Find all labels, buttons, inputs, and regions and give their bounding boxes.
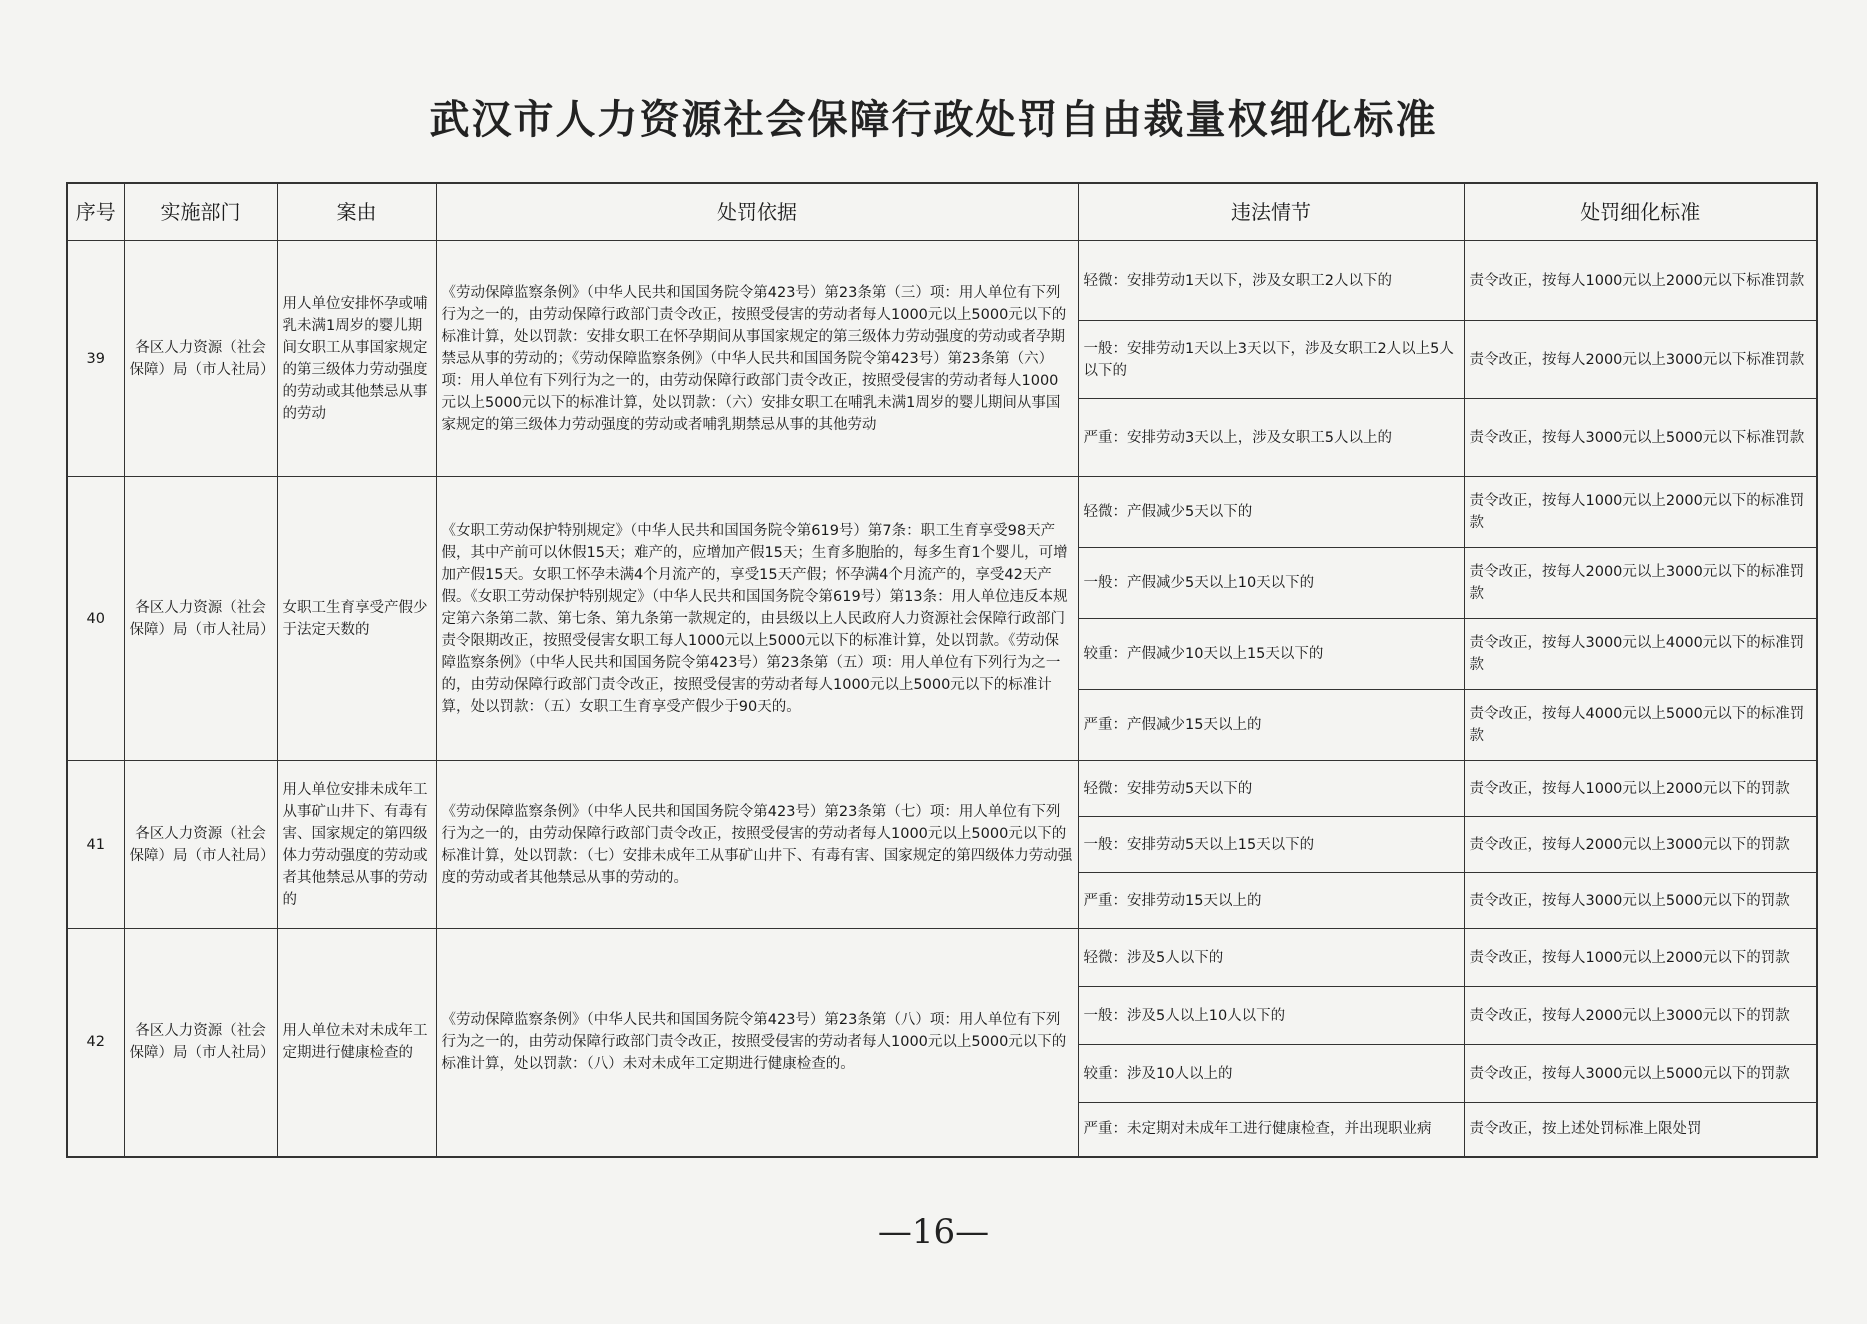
row-standard: 责令改正，按每人1000元以上2000元以下标准罚款 <box>1464 241 1817 321</box>
header-standard: 处罚细化标准 <box>1464 183 1817 241</box>
row-standard: 责令改正，按上述处罚标准上限处罚 <box>1464 1103 1817 1157</box>
table-row <box>67 477 1817 548</box>
row-plot: 较重：涉及10人以上的 <box>1078 1045 1464 1103</box>
row-plot: 一般：产假减少5天以上10天以下的 <box>1078 548 1464 619</box>
header-plot: 违法情节 <box>1078 183 1464 241</box>
row-plot: 较重：产假减少10天以上15天以下的 <box>1078 619 1464 690</box>
table-row <box>67 929 1817 987</box>
row-plot: 严重：产假减少15天以上的 <box>1078 690 1464 761</box>
page-title: 武汉市人力资源社会保障行政处罚自由裁量权细化标准 <box>429 96 1438 143</box>
row-dept: 各区人力资源（社会保障）局（市人社局） <box>124 241 277 477</box>
row-no: 42 <box>67 929 124 1157</box>
row-cause: 用人单位安排未成年工从事矿山井下、有毒有害、国家规定的第四级体力劳动强度的劳动或者其他禁忌从事的劳动的 <box>277 761 436 929</box>
row-dept: 各区人力资源（社会保障）局（市人社局） <box>124 477 277 761</box>
row-plot: 轻微：产假减少5天以下的 <box>1078 477 1464 548</box>
row-basis: 《女职工劳动保护特别规定》（中华人民共和国国务院令第619号）第7条：职工生育享受98天产假，其中产前可以休假15天；难产的，应增加产假15天；生育多胞胎的，每多生育1个婴儿，可增加产假15天。女职工怀孕未满4个月流产的，享受15天产假；怀孕满4个月流产的，享受42天产假。《女职工劳动保护特别规定》（中华人民共和国国务院令第619号）第13条：用人单位违反本规定第六条第二款、第七条、第九条第一款规定的，由县级以上人民政府人力资源社会保障行政部门责令限期改正，按照受侵害女职工每人1000元以上5000元以下的标准计算，处以罚款。《劳动保障监察条例》（中华人民共和国国务院令第423号）第23条第（五）项：用人单位有下列行为之一的，由劳动保障行政部门责令改正，按照受侵害的劳动者每人1000元以上5000元以下的标准计算，处以罚款：（五）女职工生育享受产假少于90天的。 <box>436 477 1078 761</box>
row-plot: 一般：安排劳动5天以上15天以下的 <box>1078 817 1464 873</box>
row-cause: 用人单位未对未成年工定期进行健康检查的 <box>277 929 436 1157</box>
row-standard: 责令改正，按每人2000元以上3000元以下标准罚款 <box>1464 321 1817 399</box>
row-plot: 轻微：涉及5人以下的 <box>1078 929 1464 987</box>
row-plot: 轻微：安排劳动1天以下，涉及女职工2人以下的 <box>1078 241 1464 321</box>
table-row <box>67 241 1817 321</box>
row-dept: 各区人力资源（社会保障）局（市人社局） <box>124 761 277 929</box>
header-no: 序号 <box>67 183 124 241</box>
row-standard: 责令改正，按每人3000元以上5000元以下标准罚款 <box>1464 399 1817 477</box>
row-cause: 女职工生育享受产假少于法定天数的 <box>277 477 436 761</box>
row-basis: 《劳动保障监察条例》（中华人民共和国国务院令第423号）第23条第（三）项：用人单位有下列行为之一的，由劳动保障行政部门责令改正，按照受侵害的劳动者每人1000元以上5000元以下的标准计算，处以罚款：安排女职工在怀孕期间从事国家规定的第三级体力劳动强度的劳动或者孕期禁忌从事的劳动的；《劳动保障监察条例》（中华人民共和国国务院令第423号）第23条第（六）项：用人单位有下列行为之一的，由劳动保障行政部门责令改正，按照受侵害的劳动者每人1000元以上5000元以下的标准计算，处以罚款：（六）安排女职工在哺乳未满1周岁的婴儿期间从事国家规定的第三级体力劳动强度的劳动或者哺乳期禁忌从事的其他劳动 <box>436 241 1078 477</box>
row-standard: 责令改正，按每人1000元以上2000元以下的罚款 <box>1464 929 1817 987</box>
row-plot: 严重：未定期对未成年工进行健康检查，并出现职业病 <box>1078 1103 1464 1157</box>
row-no: 39 <box>67 241 124 477</box>
row-standard: 责令改正，按每人2000元以上3000元以下的罚款 <box>1464 987 1817 1045</box>
row-plot: 一般：安排劳动1天以上3天以下，涉及女职工2人以上5人以下的 <box>1078 321 1464 399</box>
row-dept: 各区人力资源（社会保障）局（市人社局） <box>124 929 277 1157</box>
row-standard: 责令改正，按每人1000元以上2000元以下的标准罚款 <box>1464 477 1817 548</box>
row-no: 41 <box>67 761 124 929</box>
page-number: —16— <box>877 1212 990 1252</box>
header-dept: 实施部门 <box>124 183 277 241</box>
row-standard: 责令改正，按每人2000元以上3000元以下的标准罚款 <box>1464 548 1817 619</box>
row-standard: 责令改正，按每人3000元以上4000元以下的标准罚款 <box>1464 619 1817 690</box>
row-no: 40 <box>67 477 124 761</box>
row-cause: 用人单位安排怀孕或哺乳未满1周岁的婴儿期间女职工从事国家规定的第三级体力劳动强度的劳动或其他禁忌从事的劳动 <box>277 241 436 477</box>
row-standard: 责令改正，按每人3000元以上5000元以下的罚款 <box>1464 1045 1817 1103</box>
table-header-row <box>67 183 1817 241</box>
header-cause: 案由 <box>277 183 436 241</box>
row-plot: 严重：安排劳动3天以上，涉及女职工5人以上的 <box>1078 399 1464 477</box>
row-plot: 一般：涉及5人以上10人以下的 <box>1078 987 1464 1045</box>
row-plot: 轻微：安排劳动5天以下的 <box>1078 761 1464 817</box>
row-basis: 《劳动保障监察条例》（中华人民共和国国务院令第423号）第23条第（八）项：用人单位有下列行为之一的，由劳动保障行政部门责令改正，按照受侵害的劳动者每人1000元以上5000元以下的标准计算，处以罚款：（八）未对未成年工定期进行健康检查的。 <box>436 929 1078 1157</box>
row-plot: 严重：安排劳动15天以上的 <box>1078 873 1464 929</box>
row-standard: 责令改正，按每人3000元以上5000元以下的罚款 <box>1464 873 1817 929</box>
row-basis: 《劳动保障监察条例》（中华人民共和国国务院令第423号）第23条第（七）项：用人单位有下列行为之一的，由劳动保障行政部门责令改正，按照受侵害的劳动者每人1000元以上5000元以下的标准计算，处以罚款：（七）安排未成年工从事矿山井下、有毒有害、国家规定的第四级体力劳动强度的劳动或者其他禁忌从事的劳动的。 <box>436 761 1078 929</box>
discretion-standard-table <box>66 182 1818 1158</box>
row-standard: 责令改正，按每人2000元以上3000元以下的罚款 <box>1464 817 1817 873</box>
header-basis: 处罚依据 <box>436 183 1078 241</box>
table-row <box>67 761 1817 817</box>
row-standard: 责令改正，按每人4000元以上5000元以下的标准罚款 <box>1464 690 1817 761</box>
row-standard: 责令改正，按每人1000元以上2000元以下的罚款 <box>1464 761 1817 817</box>
